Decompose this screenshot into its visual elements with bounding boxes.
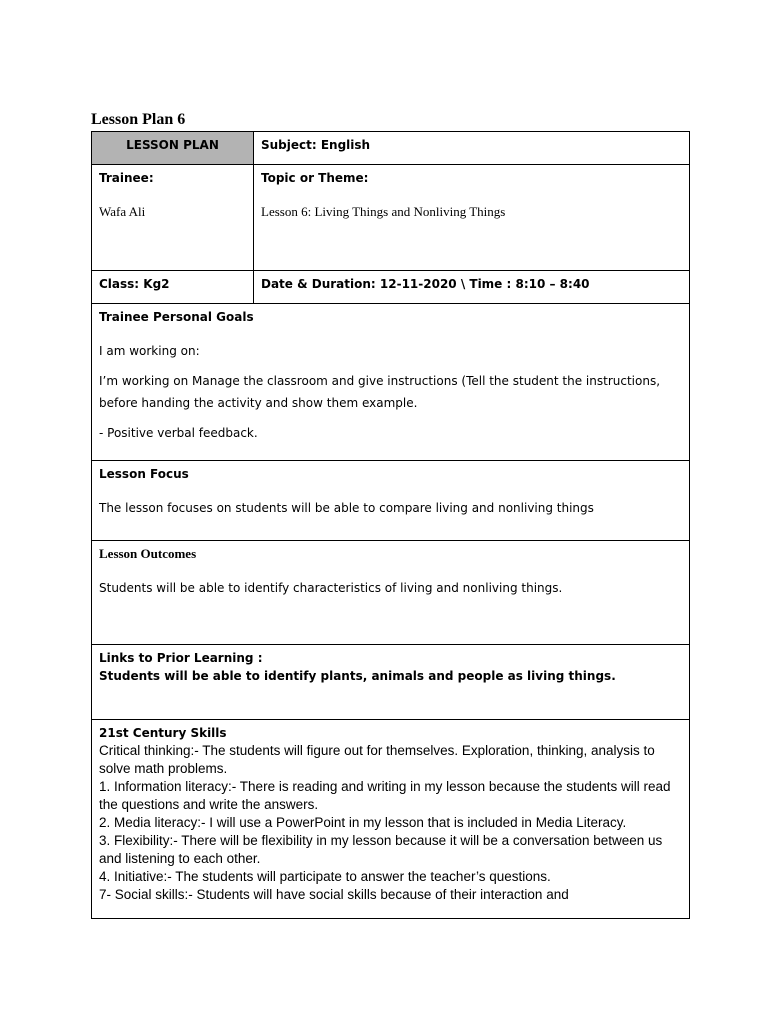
skill-initiative: 4. Initiative:- The students will participate to answer the teacher’s questions. xyxy=(99,869,551,884)
goal-text: I’m working on Manage the classroom and give instructions (Tell the student the instructions, before handing the activity and show them example. xyxy=(99,374,661,410)
lesson-outcomes-text: Students will be able to identify characteristics of living and nonliving things. xyxy=(99,581,563,595)
prior-learning-cell xyxy=(92,645,690,720)
class-cell xyxy=(92,271,254,304)
skill-flexibility: 3. Flexibility:- There will be flexibility in my lesson because it will be a conversation between us and listening to each other. xyxy=(99,833,663,866)
prior-learning-text: Students will be able to identify plants, animals and people as living things. xyxy=(99,669,616,683)
skills-cell xyxy=(92,720,690,919)
skill-information-literacy: 1. Information literacy:- There is reading and writing in my lesson because the students will read the questions and write the answers. xyxy=(99,779,671,812)
trainee-topic-row xyxy=(92,165,690,271)
class-text: Class: Kg2 xyxy=(99,277,170,291)
lesson-outcomes-row xyxy=(92,541,690,645)
topic-label: Topic or Theme: xyxy=(261,171,369,185)
feedback-text: - Positive verbal feedback. xyxy=(99,426,258,440)
skills-heading: 21st Century Skills xyxy=(99,726,227,740)
working-on-text: I am working on: xyxy=(99,344,200,358)
subject-cell xyxy=(254,132,690,165)
skills-row xyxy=(92,720,690,919)
header-row xyxy=(92,132,690,165)
prior-learning-heading: Links to Prior Learning : xyxy=(99,651,263,665)
lesson-focus-row xyxy=(92,461,690,541)
lesson-focus-text: The lesson focuses on students will be able to compare living and nonliving things xyxy=(99,501,594,515)
lesson-outcomes-heading: Lesson Outcomes xyxy=(99,546,197,561)
skill-social: 7- Social skills:- Students will have social skills because of their interaction and xyxy=(99,887,569,902)
skill-media-literacy: 2. Media literacy:- I will use a PowerPoint in my lesson that is included in Media Literacy. xyxy=(99,815,627,830)
topic-cell xyxy=(254,165,690,271)
trainee-name: Wafa Ali xyxy=(99,204,146,219)
date-duration-cell xyxy=(254,271,690,304)
trainee-cell xyxy=(92,165,254,271)
trainee-label: Trainee: xyxy=(99,171,154,185)
class-date-row xyxy=(92,271,690,304)
personal-goals-heading: Trainee Personal Goals xyxy=(99,310,254,324)
lesson-focus-heading: Lesson Focus xyxy=(99,467,189,481)
topic-value: Lesson 6: Living Things and Nonliving Things xyxy=(261,204,506,219)
prior-learning-row xyxy=(92,645,690,720)
personal-goals-cell xyxy=(92,304,690,461)
personal-goals-row xyxy=(92,304,690,461)
lesson-plan-table xyxy=(91,131,690,919)
page-title: Lesson Plan 6 xyxy=(91,111,186,128)
lesson-plan-label-cell xyxy=(92,132,254,165)
lesson-outcomes-cell xyxy=(92,541,690,645)
lesson-focus-cell xyxy=(92,461,690,541)
date-duration-text: Date & Duration: 12-11-2020 \ Time : 8:10 – 8:40 xyxy=(261,277,590,291)
skill-critical-thinking: Critical thinking:- The students will figure out for themselves. Exploration, thinking, analysis to solve math problems. xyxy=(99,743,655,776)
lesson-plan-label: LESSON PLAN xyxy=(126,138,219,152)
subject-text: Subject: English xyxy=(261,138,371,152)
